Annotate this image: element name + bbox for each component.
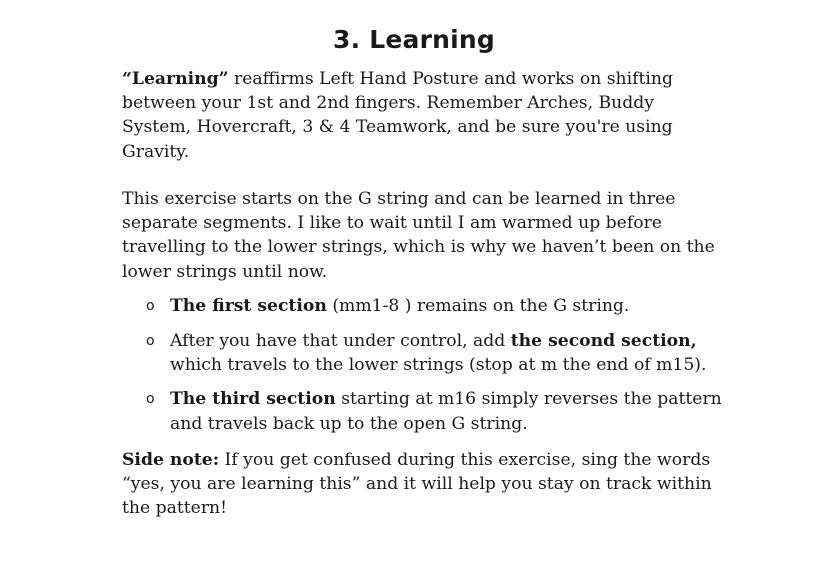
intro-paragraph <box>122 67 722 164</box>
list-item-after: which travels to the lower strings (stop at m the end of m15). <box>170 354 707 375</box>
sections-list <box>122 294 742 446</box>
list-item-second-section <box>122 329 742 377</box>
bullet-marker: o <box>146 332 155 349</box>
list-item-after: (mm1-8 ) remains on the G string. <box>326 296 630 316</box>
list-item-third-section <box>122 387 742 435</box>
section-title: 3. Learning <box>333 25 495 54</box>
list-item-after: starting at m16 simply reverses the pattern and travels back up to the open G string. <box>170 389 722 434</box>
list-item-before: After you have that under control, add <box>170 330 511 351</box>
side-note-paragraph <box>122 448 722 521</box>
bullet-marker: o <box>146 298 155 314</box>
intro-text: reaffirms Left Hand Posture and works on shifting between your 1st and 2nd fingers. Remember Arches, Buddy System, Hovercraft, 3 & 4 Teamwork, and be sure you're using Gravity. <box>122 69 673 162</box>
side-note-label: Side note: <box>122 450 220 470</box>
intro-lead-term: “Learning” <box>122 69 229 89</box>
bullet-marker: o <box>146 391 155 408</box>
exercise-paragraph: This exercise starts on the G string and can be learned in three separate segments. I like to wait until I am warmed up before travelling to the lower strings, which is why we haven’t been on the lower strings until now. <box>122 189 715 282</box>
list-item-bold: The first section <box>170 296 327 316</box>
list-item-bold: The third section <box>170 389 336 410</box>
list-item-bold: the second section, <box>510 330 697 351</box>
side-note-text: If you get confused during this exercise, sing the words “yes, you are learning this” and it will help you stay on track within the pattern! <box>122 450 712 519</box>
list-item-first-section <box>122 294 742 318</box>
